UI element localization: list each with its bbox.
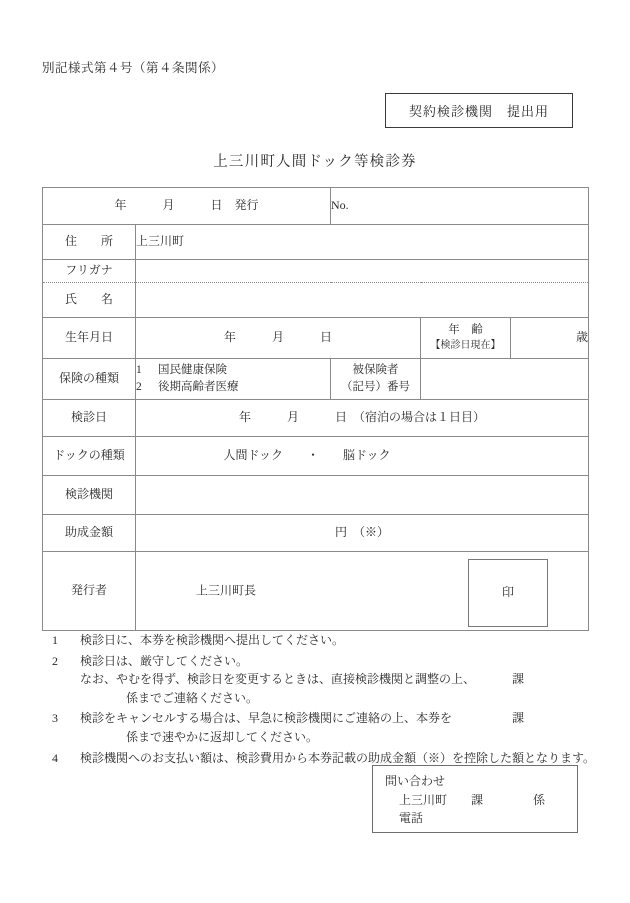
table-row-name bbox=[43, 283, 589, 318]
submission-target-box bbox=[385, 93, 573, 128]
institution-value[interactable] bbox=[136, 476, 589, 515]
name-label: 氏 名 bbox=[43, 283, 136, 318]
table-row-exam-date bbox=[43, 400, 589, 437]
publisher-name: 上三川町長 bbox=[196, 583, 257, 598]
page-title: 上三川町人間ドック等検診券 bbox=[213, 154, 417, 170]
seal-box[interactable] bbox=[468, 559, 548, 627]
note-number: 3 bbox=[52, 711, 58, 726]
note-item bbox=[52, 652, 600, 708]
contact-heading: 問い合わせ bbox=[385, 774, 446, 788]
table-row-institution bbox=[43, 476, 589, 515]
insured-number-label bbox=[331, 359, 421, 400]
note-number: 4 bbox=[52, 750, 58, 765]
address-value[interactable]: 上三川町 bbox=[136, 225, 589, 260]
furigana-label: フリガナ bbox=[43, 260, 136, 283]
insurance-type-label: 保険の種類 bbox=[43, 359, 136, 400]
exam-date-field[interactable]: 年 月 日 （宿泊の場合は１日目） bbox=[136, 400, 589, 437]
table-row-publisher bbox=[43, 552, 589, 631]
exam-date-label: 検診日 bbox=[43, 400, 136, 437]
note-body bbox=[80, 709, 600, 746]
contact-phone-label: 電話 bbox=[399, 811, 424, 826]
note-line-tail: 課 bbox=[512, 672, 525, 687]
age-label-sub: 【検診日現在】 bbox=[430, 340, 501, 352]
institution-label: 検診機関 bbox=[43, 476, 136, 515]
birthdate-field[interactable]: 年 月 日 bbox=[136, 318, 421, 359]
note-line: 検診日は、厳守してください。 bbox=[80, 653, 249, 668]
publisher-content bbox=[136, 552, 589, 631]
table-row-issue-date bbox=[43, 188, 589, 225]
contact-town-row bbox=[385, 791, 577, 810]
table-row-birthdate bbox=[43, 318, 589, 359]
notes-list bbox=[52, 631, 600, 769]
contact-box bbox=[372, 765, 578, 833]
note-subline: 係までご連絡ください。 bbox=[126, 690, 259, 705]
insured-number-label-line1: 被保険者 bbox=[352, 364, 399, 377]
note-subline: 係まで速やかに返却してください。 bbox=[126, 729, 319, 744]
age-value-field[interactable]: 歳 bbox=[511, 318, 589, 359]
contact-section: 課 bbox=[471, 792, 484, 807]
insured-number-label-line2: （記号）番号 bbox=[341, 381, 411, 393]
note-line: 検診日に、本券を検診機関へ提出してください。 bbox=[80, 633, 345, 647]
note-item bbox=[52, 631, 600, 650]
note-line bbox=[80, 709, 600, 728]
note-line bbox=[80, 670, 600, 689]
form-number-label: 別記様式第４号（第４条関係） bbox=[42, 61, 225, 75]
seal-label: 印 bbox=[501, 585, 514, 600]
table-row-dock-type bbox=[43, 437, 589, 476]
voucher-table bbox=[42, 187, 589, 631]
table-row-address bbox=[43, 225, 589, 260]
submission-target-label: 契約検診機関 提出用 bbox=[408, 104, 549, 119]
insured-number-value[interactable] bbox=[421, 359, 589, 400]
insurance-option-1-label: 国民健康保険 bbox=[158, 364, 227, 377]
name-value[interactable] bbox=[136, 283, 589, 318]
note-number: 1 bbox=[52, 633, 58, 647]
note-item bbox=[52, 709, 600, 746]
note-number: 2 bbox=[52, 653, 58, 668]
insurance-option-2-label: 後期高齢者医療 bbox=[158, 381, 239, 393]
publisher-label: 発行者 bbox=[43, 552, 136, 631]
address-label: 住 所 bbox=[43, 225, 136, 260]
note-body bbox=[80, 652, 600, 708]
insurance-option-1[interactable] bbox=[136, 362, 330, 379]
note-body bbox=[80, 631, 600, 650]
table-row-furigana bbox=[43, 260, 589, 283]
age-label bbox=[421, 318, 511, 359]
contact-town: 上三川町 bbox=[399, 792, 448, 807]
note-line-text: なお、やむを得ず、検診日を変更するときは、直接検診機関と調整の上、 bbox=[80, 672, 476, 687]
note-line-text: 検診をキャンセルする場合は、早急に検診機関にご連絡の上、本券を bbox=[80, 711, 453, 726]
insurance-option-2[interactable] bbox=[136, 379, 330, 396]
contact-phone-row bbox=[385, 809, 577, 828]
table-row-insurance bbox=[43, 359, 589, 400]
dock-type-label: ドックの種類 bbox=[43, 437, 136, 476]
insurance-options[interactable] bbox=[136, 359, 331, 400]
age-label-main: 年 齢 bbox=[448, 324, 483, 337]
table-row-subsidy bbox=[43, 515, 589, 552]
note-line: 検診機関へのお支払い額は、検診費用から本券記載の助成金額（※）を控除した額となります。 bbox=[80, 750, 596, 765]
dock-type-options[interactable]: 人間ドック ・ 脳ドック bbox=[136, 437, 589, 476]
issue-date-field[interactable]: 年 月 日 発行 bbox=[43, 188, 331, 225]
subsidy-value[interactable]: 円 （※） bbox=[136, 515, 589, 552]
insurance-option-2-number: 2 bbox=[136, 381, 142, 393]
voucher-number-field[interactable]: No. bbox=[331, 188, 589, 225]
note-line-tail: 課 bbox=[512, 711, 525, 726]
subsidy-label: 助成金額 bbox=[43, 515, 136, 552]
contact-subsection: 係 bbox=[533, 792, 546, 807]
furigana-value[interactable] bbox=[136, 260, 589, 283]
insurance-option-1-number: 1 bbox=[136, 364, 142, 377]
birthdate-label: 生年月日 bbox=[43, 318, 136, 359]
